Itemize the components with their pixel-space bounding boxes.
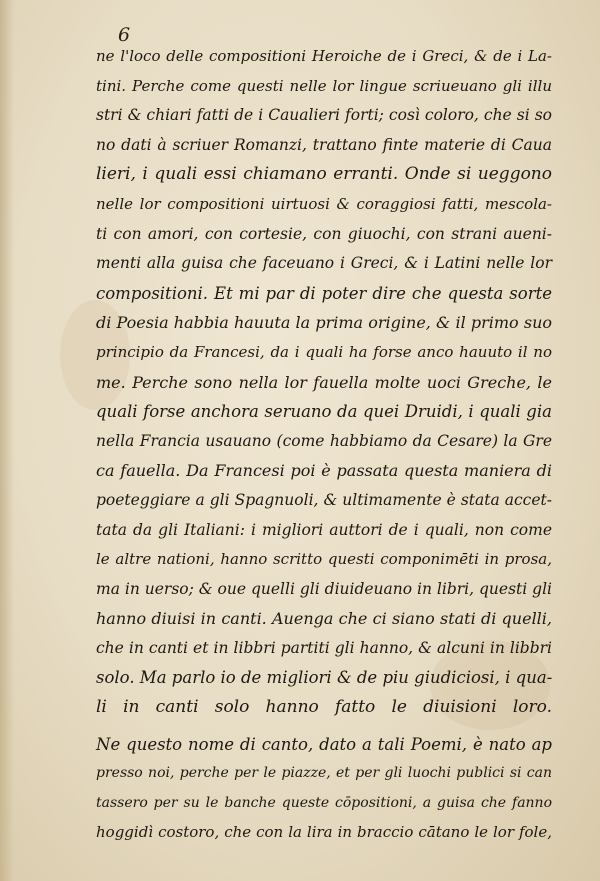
- text-line: compositioni. Et mi par di poter dire che questa sorte: [96, 283, 552, 303]
- text-line: me. Perche sono nella lor fauella molte uoci Greche, le: [96, 372, 552, 392]
- page-gutter-shadow: [0, 0, 14, 881]
- text-line: no dati à scriuer Romanzi, trattano finte materie di Caua: [96, 135, 552, 154]
- text-line: menti alla guisa che faceuano i Greci, & i Latini nelle lor: [96, 254, 552, 273]
- text-line: tassero per su le banche queste cōpositioni, a guisa che fanno: [96, 794, 552, 811]
- text-line: poeteggiare a gli Spagnuoli, & ultimamente è stata accet-: [96, 490, 552, 509]
- page-number: 6: [118, 24, 131, 46]
- text-line: lieri, i quali essi chiamano erranti. Onde si ueggono: [96, 164, 552, 185]
- paragraph-gap: [96, 723, 552, 730]
- paragraph-main: [96, 42, 552, 723]
- text-line: tini. Perche come questi nelle lor lingue scriueuano gli illu: [96, 76, 552, 95]
- text-line: di Poesia habbia hauuta la prima origine, & il primo suo: [96, 313, 552, 333]
- text-line: ne l'loco delle compositioni Heroiche de i Greci, & de i La-: [96, 47, 552, 65]
- text-line: nella Francia usauano (come habbiamo da Cesare) la Gre: [96, 431, 552, 450]
- text-line: li in canti solo hanno fatto le diuisioni loro.: [96, 697, 552, 718]
- body-text: [96, 42, 552, 848]
- text-line: hanno diuisi in canti. Auenga che ci siano stati di quelli,: [96, 609, 552, 629]
- text-line: le altre nationi, hanno scritto questi componimēti in prosa,: [96, 550, 552, 569]
- text-line: nelle lor compositioni uirtuosi & coraggiosi fatti, mescola-: [96, 194, 552, 213]
- text-line: quali forse anchora seruano da quei Druidi, i quali gia: [96, 402, 552, 422]
- text-line: ca fauella. Da Francesi poi è passata questa maniera di: [96, 461, 552, 481]
- paragraph-next: [96, 730, 552, 848]
- text-line: stri & chiari fatti de i Caualieri forti; così coloro, che si so: [96, 106, 552, 125]
- text-line: hoggidì costoro, che con la lira in braccio cātano le lor fole,: [96, 823, 552, 842]
- text-line: solo. Ma parlo io de migliori & de piu giudiciosi, i qua-: [96, 668, 553, 688]
- text-line: che in canti et in libbri partiti gli hanno, & alcuni in libbri: [96, 638, 552, 657]
- text-line: principio da Francesi, da i quali ha forse anco hauuto il no: [96, 342, 552, 361]
- text-line: ma in uerso; & oue quelli gli diuideuano in libri, questi gli: [96, 579, 552, 598]
- text-line: presso noi, perche per le piazze, et per gli luochi publici si can: [96, 765, 552, 782]
- text-line: Ne questo nome di canto, dato a tali Poemi, è nato ap: [96, 734, 552, 754]
- text-line: tata da gli Italiani: i migliori auttori de i quali, non come: [96, 520, 552, 539]
- text-line: ti con amori, con cortesie, con giuochi, con strani aueni-: [96, 224, 552, 243]
